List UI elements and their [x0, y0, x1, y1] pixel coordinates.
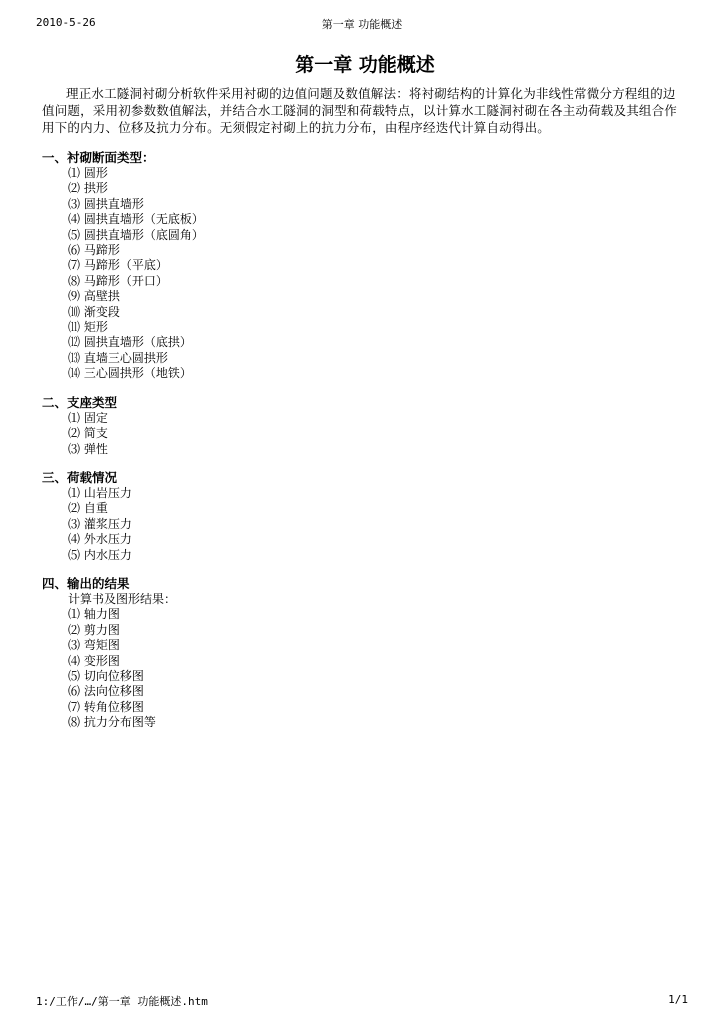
- list-item: ⑶ 灌浆压力: [68, 516, 132, 531]
- list-item: ⑸ 内水压力: [68, 547, 132, 562]
- list-item: ⒀ 直墙三心圆拱形: [68, 350, 168, 365]
- section-heading: 一、衬砌断面类型：: [42, 150, 155, 165]
- list-item: ⑺ 马蹄形（平底）: [68, 258, 168, 273]
- section-heading: 四、输出的结果: [42, 575, 130, 591]
- list-item: ⑹ 法向位移图: [68, 684, 144, 699]
- list-item: ⑴ 固定: [68, 410, 108, 425]
- section-output-results: [42, 576, 688, 731]
- list-item: ⑹ 马蹄形: [68, 243, 120, 258]
- list-item: ⑷ 圆拱直墙形（无底板）: [68, 212, 204, 227]
- list-item: ⑽ 渐变段: [68, 304, 120, 319]
- list-item: ⑶ 圆拱直墙形: [68, 196, 144, 211]
- section-load-cases: [42, 470, 688, 563]
- list-item: ⑺ 转角位移图: [68, 699, 144, 714]
- section-heading: 二、支座类型: [42, 394, 118, 410]
- list-item: ⑶ 弯矩图: [68, 638, 120, 653]
- list-item: ⑴ 轴力图: [68, 607, 120, 622]
- list-item: ⑶ 弹性: [68, 441, 108, 456]
- list-item: ⑸ 切向位移图: [68, 668, 144, 683]
- document-body: [42, 50, 688, 744]
- list-item: ⑿ 圆拱直墙形（底拱）: [68, 335, 192, 350]
- list-item: ⒁ 三心圆拱形（地铁）: [68, 366, 192, 381]
- header-date: 2010-5-26: [36, 16, 96, 29]
- list-item: ⑼ 高壁拱: [68, 289, 120, 304]
- section-heading: 三、荷载情况: [42, 469, 118, 485]
- list-item: ⑵ 简支: [68, 426, 108, 441]
- list-item: ⑷ 外水压力: [68, 532, 132, 547]
- list-item: ⑵ 拱形: [68, 181, 108, 196]
- item-list: [42, 486, 688, 563]
- section-support-types: [42, 395, 688, 457]
- intro-paragraph: 理正水工隧洞衬砌分析软件采用衬砌的边值问题及数值解法：将衬砌结构的计算化为非线性常微分方程组的边值问题，采用初参数数值解法，并结合水工隧洞的洞型和荷载特点，以计算水工隧洞衬砌在各主动荷载及其组合作用下的内力、位移及抗力分布。无须假定衬砌上的抗力分布，由程序经迭代计算自动得出。: [42, 86, 678, 135]
- header-title: 第一章 功能概述: [321, 18, 403, 31]
- item-list: [42, 411, 688, 457]
- list-item: ⑵ 剪力图: [68, 622, 120, 637]
- list-item: ⑻ 抗力分布图等: [68, 715, 156, 730]
- list-item: ⑸ 圆拱直墙形（底圆角）: [68, 227, 204, 242]
- page-title: 第一章 功能概述: [295, 54, 435, 76]
- list-item: ⑵ 自重: [68, 501, 108, 516]
- list-item: ⑻ 马蹄形（开口）: [68, 273, 168, 288]
- item-list: [42, 166, 688, 382]
- footer-page-number: 1/1: [668, 993, 688, 1006]
- list-item: ⑴ 圆形: [68, 166, 108, 180]
- list-item: ⑾ 矩形: [68, 320, 108, 335]
- section-lining-types: [42, 150, 688, 382]
- item-list: [42, 607, 688, 730]
- footer-path: 1:/工作/…/第一章 功能概述.htm: [36, 995, 208, 1008]
- list-item: ⑷ 变形图: [68, 653, 120, 668]
- list-item: ⑴ 山岩压力: [68, 485, 132, 500]
- section-subheading: 计算书及图形结果：: [68, 591, 177, 606]
